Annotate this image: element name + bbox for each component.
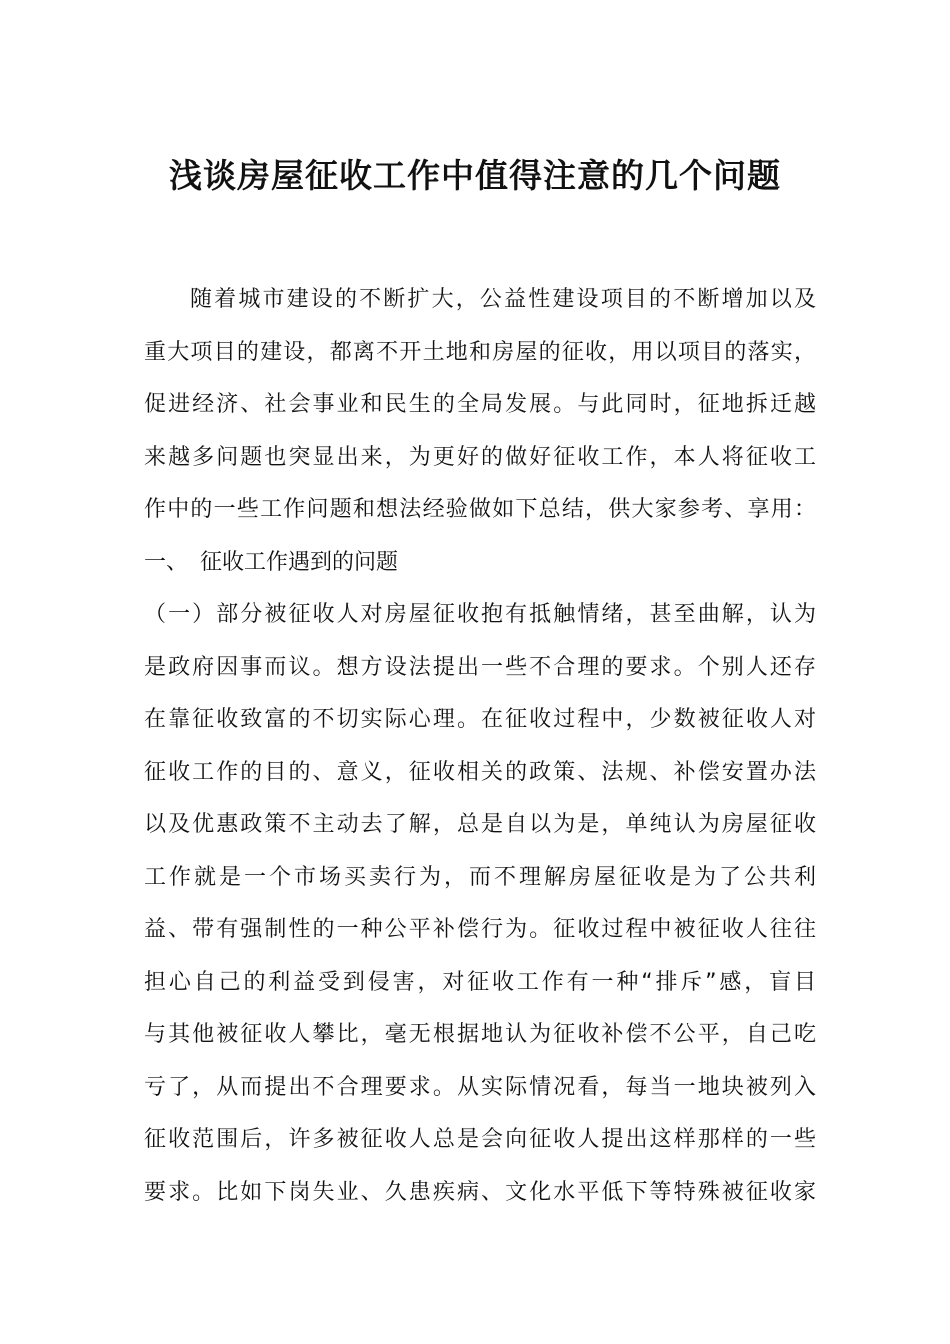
text-line: 促进经济、社会事业和民生的全局发展。与此同时，征地拆迁越 [144, 392, 816, 417]
section-heading-text: 征收工作遇到的问题 [200, 549, 399, 575]
text-line: 要求。比如下岗失业、久患疾病、文化水平低下等特殊被征收家 [144, 1179, 816, 1205]
section-heading [144, 537, 816, 590]
text-line: 在靠征收致富的不切实际心理。在征收过程中，少数被征收人对 [144, 707, 816, 732]
paragraph-intro [144, 274, 816, 537]
text-line: 作中的一些工作问题和想法经验做如下总结，供大家参考、享用： [144, 497, 816, 522]
text-line: 亏了，从而提出不合理要求。从实际情况看，每当一地块被列入 [144, 1074, 816, 1100]
text-line: 是政府因事而议。想方设法提出一些不合理的要求。个别人还存 [144, 654, 816, 680]
text-line: 重大项目的建设，都离不开土地和房屋的征收，用以项目的落实， [144, 339, 816, 365]
document-title: 浅谈房屋征收工作中值得注意的几个问题 [169, 156, 781, 195]
text-line: 与其他被征收人攀比，毫无根据地认为征收补偿不公平，自己吃 [144, 1022, 816, 1047]
text-line: 工作就是一个市场买卖行为，而不理解房屋征收是为了公共利 [144, 864, 816, 890]
text-line: （一）部分被征收人对房屋征收抱有抵触情绪，甚至曲解，认为 [144, 602, 816, 627]
section-number: 一、 [144, 549, 189, 575]
document-body [144, 274, 816, 1219]
text-line: 随着城市建设的不断扩大，公益性建设项目的不断增加以及 [190, 287, 816, 312]
paragraph-issue-1 [144, 589, 816, 1219]
text-line: 担心自己的利益受到侵害，对征收工作有一种“排斥”感，盲目 [144, 969, 816, 995]
text-line: 征收范围后，许多被征收人总是会向征收人提出这样那样的一些 [144, 1127, 816, 1152]
text-line: 来越多问题也突显出来，为更好的做好征收工作，本人将征收工 [144, 444, 816, 470]
text-line: 以及优惠政策不主动去了解，总是自以为是，单纯认为房屋征收 [144, 812, 816, 837]
text-line: 征收工作的目的、意义，征收相关的政策、法规、补偿安置办法 [144, 759, 816, 785]
text-line: 益、带有强制性的一种公平补偿行为。征收过程中被征收人往往 [144, 917, 816, 942]
